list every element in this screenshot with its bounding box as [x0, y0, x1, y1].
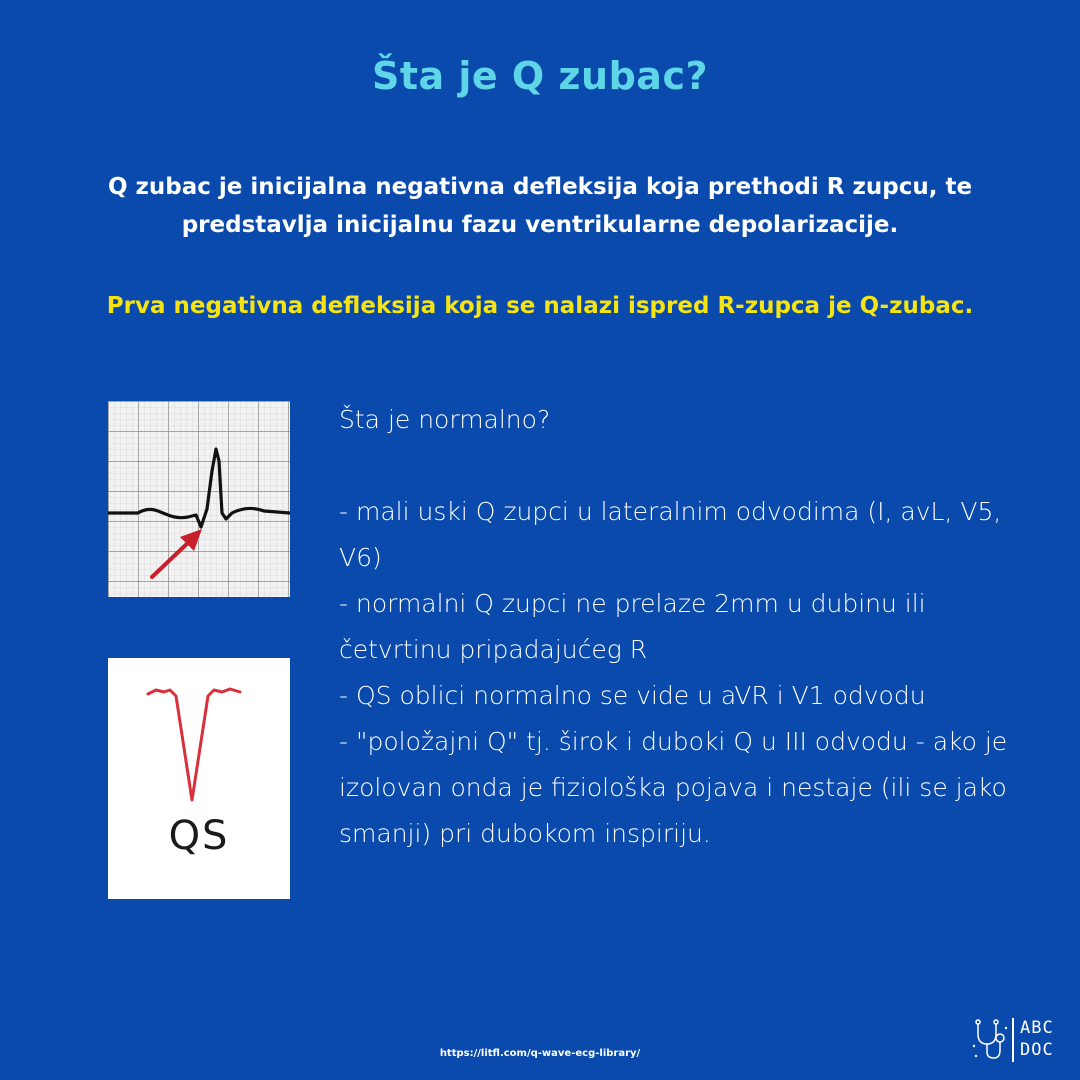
list-item: - QS oblici normalno se vide u aVR i V1 odvodu [339, 681, 926, 710]
page-title: Šta je Q zubac? [371, 54, 709, 98]
qs-trace [148, 689, 240, 800]
normal-findings [339, 397, 1029, 857]
definition-text: Q zubac je inicijalna negativna defleksija koja prethodi R zupcu, te predstavlja inicijalnu fazu ventrikularne depolarizacije. [107, 174, 973, 238]
source-link[interactable]: https://litfl.com/q-wave-ecg-library/ [439, 1048, 641, 1059]
normal-heading: Šta je normalno? [339, 405, 551, 434]
list-item: - normalni Q zupci ne prelaze 2mm u dubinu ili četvrtinu pripadajućeg R [339, 589, 926, 664]
logo-line-1: ABC [1020, 1018, 1054, 1038]
qs-label: QS [168, 813, 230, 859]
qs-complex-image [108, 658, 290, 899]
key-point-text: Prva negativna defleksija koja se nalazi ispred R-zupca je Q-zubac. [106, 293, 974, 319]
ecg-q-wave-image [108, 401, 290, 597]
logo-line-2: DOC [1020, 1040, 1054, 1060]
logo-divider [1012, 1018, 1014, 1062]
qs-wave-figure [108, 658, 290, 808]
stethoscope-icon [970, 1016, 1010, 1064]
ecg-grid-figure [108, 401, 290, 597]
logo-text [1020, 1017, 1054, 1061]
list-item: - "položajni Q" tj. širok i duboki Q u III odvodu - ako je izolovan onda je fiziološka pojava i nestaje (ili se jako smanji) pri dubokom inspiriju. [339, 727, 1008, 848]
list-item: - mali uski Q zupci u lateralnim odvodima (I, avL, V5, V6) [339, 497, 1002, 572]
abc-doc-logo [970, 1016, 1060, 1064]
